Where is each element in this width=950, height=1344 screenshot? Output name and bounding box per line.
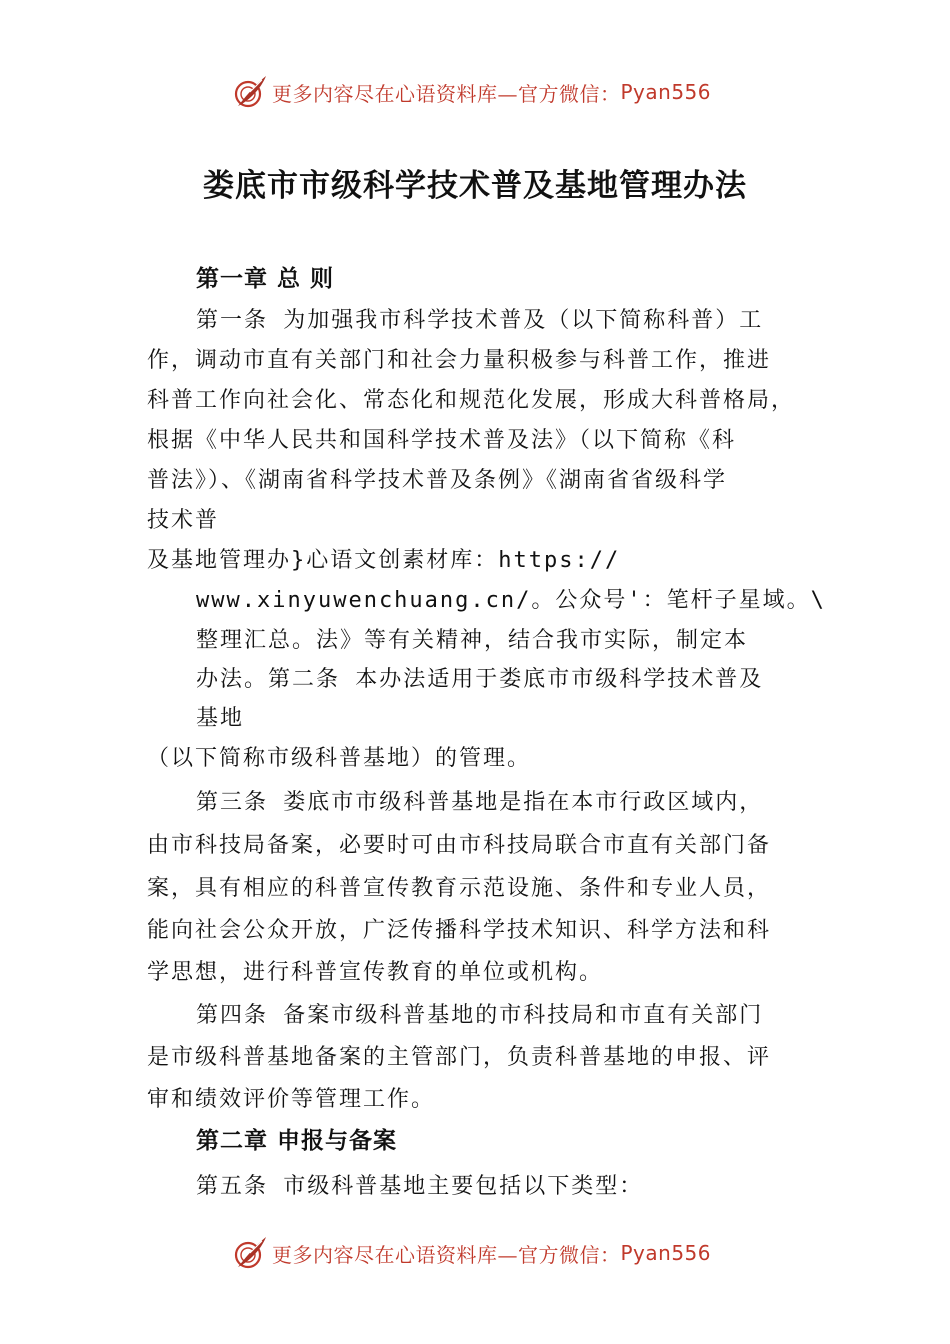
- document-title: 娄底市市级科学技术普及基地管理办法: [203, 168, 747, 204]
- paragraph-line: 第三条 娄底市市级科普基地是指在本市行政区域内，: [196, 790, 764, 815]
- paragraph-line: 案，具有相应的科普宣传教育示范设施、条件和专业人员，: [147, 876, 772, 901]
- chapter-heading: 第二章 申报与备案: [196, 1128, 398, 1154]
- paragraph-line: 审和绩效评价等管理工作。: [147, 1087, 436, 1112]
- paragraph-line: www.xinyuwenchuang.cn/。公众号'：笔杆子星域。\: [196, 588, 826, 613]
- paragraph-line: 基地: [196, 706, 245, 731]
- paragraph-line: 技术普: [147, 508, 220, 533]
- paragraph-line: （以下简称市级科普基地）的管理。: [147, 746, 532, 771]
- paragraph-line: 作，调动市直有关部门和社会力量积极参与科普工作，推进: [147, 348, 772, 373]
- paragraph-line: 普法》）、《湖南省科学技术普及条例》《湖南省省级科学: [147, 468, 728, 493]
- paragraph-line: 由市科技局备案，必要时可由市科技局联合市直有关部门备: [147, 833, 772, 858]
- paragraph-line: 根据《中华人民共和国科学技术普及法》（以下简称《科: [147, 428, 737, 453]
- header-watermark-banner: [232, 72, 711, 112]
- paragraph-line: 学思想，进行科普宣传教育的单位或机构。: [147, 960, 604, 985]
- watermark-text: 更多内容尽在心语资料库—官方微信：: [272, 81, 621, 106]
- paragraph-line: 第五条 市级科普基地主要包括以下类型：: [196, 1174, 644, 1199]
- watermark-wechat-id: Pyan556: [620, 80, 712, 104]
- paragraph-line: 是市级科普基地备案的主管部门，负责科普基地的申报、评: [147, 1045, 772, 1070]
- paragraph-line: 办法。第二条 本办法适用于娄底市市级科学技术普及: [196, 667, 764, 692]
- chapter-heading: 第一章 总 则: [196, 266, 335, 292]
- paragraph-line: 能向社会公众开放，广泛传播科学技术知识、科学方法和科: [147, 918, 772, 943]
- paragraph-line: 整理汇总。法》等有关精神，结合我市实际，制定本: [196, 628, 749, 653]
- footer-watermark-banner: [232, 1233, 711, 1273]
- watermark-text: 更多内容尽在心语资料库—官方微信：: [272, 1242, 621, 1267]
- watermark-wechat-id: Pyan556: [620, 1241, 712, 1265]
- paragraph-line: 及基地管理办}心语文创素材库：https://: [147, 548, 621, 573]
- paragraph-line: 第一条 为加强我市科学技术普及（以下简称科普）工: [196, 308, 764, 333]
- quill-pen-logo-icon: [232, 1235, 268, 1271]
- paragraph-line: 科普工作向社会化、常态化和规范化发展，形成大科普格局，: [147, 388, 796, 413]
- quill-pen-logo-icon: [232, 74, 268, 110]
- paragraph-line: 第四条 备案市级科普基地的市科技局和市直有关部门: [196, 1003, 764, 1028]
